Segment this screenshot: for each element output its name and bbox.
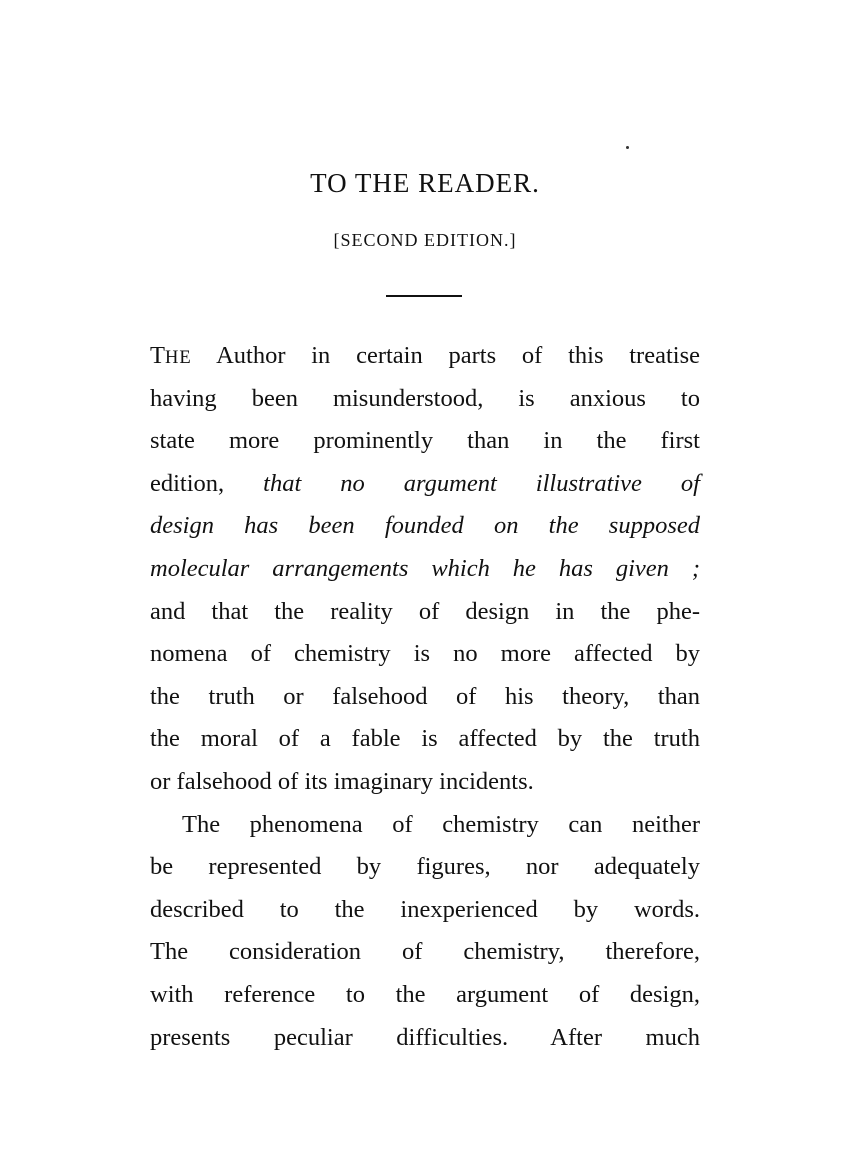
text-line: the truth or falsehood of his theory, than [150,682,700,710]
drop-cap: T [150,342,165,369]
page-title: TO THE READER. [310,168,540,198]
text-line: or falsehood of its imaginary incidents. [150,767,534,795]
text-line: having been misunderstood, is anxious to [150,384,700,412]
body-text [150,335,700,1059]
edition-subtitle: [SECOND EDITION.] [333,230,517,250]
italic-fragment: that no argument illustrative of [263,469,700,497]
text-line: The phenomena of chemistry can neither [182,810,700,838]
text-line: and that the reality of design in the phe- [150,597,700,625]
text-fragment: Author in certain parts of this treatise [191,342,700,369]
text-fragment: edition, [150,469,264,497]
text-line: nomena of chemistry is no more affected by [150,640,700,668]
text-line [150,335,700,378]
ink-speck [626,146,629,149]
text-line: the moral of a fable is affected by the truth [150,725,700,753]
text-line: molecular arrangements which he has given ; [150,554,700,582]
text-line: design has been founded on the supposed [150,512,700,540]
text-line: The consideration of chemistry, therefore, [150,938,700,966]
text-line: be represented by figures, nor adequately [150,853,700,881]
title-rule [386,295,462,297]
text-line: presents peculiar difficulties. After much [150,1023,700,1051]
text-line: with reference to the argument of design, [150,980,700,1008]
text-line: described to the inexperienced by words. [150,895,700,923]
small-caps: HE [164,348,192,368]
text-line: state more prominently than in the first [150,427,700,455]
text-line [150,463,700,506]
